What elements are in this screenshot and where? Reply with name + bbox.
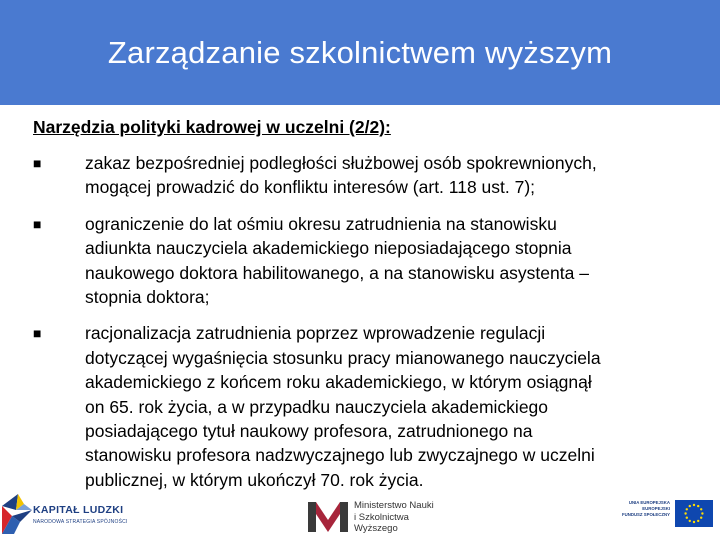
eu-label-line: FUNDUSZ SPOŁECZNY — [622, 512, 670, 517]
square-bullet-icon: ■ — [33, 325, 42, 342]
ministry-emblem-icon — [308, 498, 348, 532]
bullet-line: stanowisku profesora nadzwyczajnego lub zwyczajnego w uczelni — [85, 445, 595, 466]
bullet-line: racjonalizacja zatrudnienia poprzez wprowadzenie regulacji — [85, 323, 546, 344]
kapital-ludzki-tagline: NARODOWA STRATEGIA SPÓJNOŚCI — [33, 519, 128, 525]
bullet-line: posiadającego tytuł naukowy profesora, zatrudnionego na — [85, 421, 533, 442]
footer-logos — [0, 490, 720, 540]
bullet-line: akademickiego z końcem roku akademickiego, w którym osiągnął — [85, 372, 592, 393]
bullet-item — [33, 321, 693, 492]
bullet-line: on 65. rok życia, a w przypadku nauczyciela akademickiego — [85, 396, 549, 417]
square-bullet-icon: ■ — [33, 155, 42, 171]
kapital-ludzki-name: KAPITAŁ LUDZKI — [33, 504, 124, 516]
ministry-name-line: i Szkolnictwa Wyższego — [354, 511, 409, 534]
bullet-line: dotyczącej wygaśnięcia stosunku pracy mianowanego nauczyciela — [85, 347, 601, 368]
bullet-line: adiunkta nauczyciela akademickiego nieposiadającego stopnia — [85, 238, 572, 259]
bullet-line: stopnia doktora; — [85, 287, 210, 308]
eu-fund-label — [616, 500, 670, 518]
bullet-item — [33, 212, 693, 310]
ministry-name — [354, 500, 448, 535]
bullet-line: zakaz bezpośredniej podległości służbowej osób spokrewnionych, — [85, 153, 597, 173]
eu-label-line: EUROPEJSKI — [642, 506, 670, 511]
eu-logo — [616, 498, 716, 534]
kapital-ludzki-logo — [2, 494, 132, 534]
ministry-logo — [308, 496, 448, 536]
bullet-item — [33, 151, 693, 200]
ministry-name-line: Ministerstwo Nauki — [354, 500, 434, 511]
bullet-line: publicznej, w którym ukończył 70. rok życia. — [85, 469, 424, 490]
bullet-line: naukowego doktora habilitowanego, a na stanowisku asystenta – — [85, 262, 589, 283]
bullet-line: ograniczenie do lat ośmiu okresu zatrudnienia na stanowisku — [85, 213, 557, 234]
title-bar — [0, 0, 720, 105]
bullet-list — [33, 151, 693, 492]
bullet-line: mogącej prowadzić do konfliktu interesów (art. 118 ust. 7); — [85, 177, 536, 198]
square-bullet-icon: ■ — [33, 215, 42, 232]
kapital-ludzki-star-icon — [2, 494, 32, 534]
eu-label-line: UNIA EUROPEJSKA — [628, 500, 670, 505]
eu-flag-icon — [675, 500, 713, 527]
slide-title: Zarządzanie szkolnictwem wyższym — [107, 35, 613, 70]
section-subtitle: Narzędzia polityki kadrowej w uczelni (2/2): — [33, 117, 391, 137]
